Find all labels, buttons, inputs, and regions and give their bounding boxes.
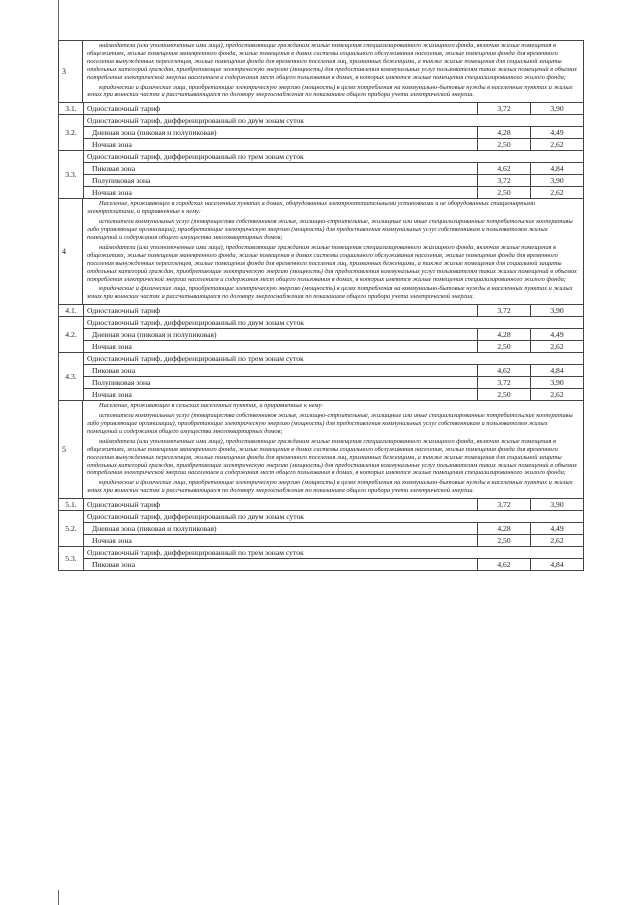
tariff-label: Дневная зона (пиковая и полупиковая) [92, 330, 217, 340]
tariff-group-body [84, 317, 583, 352]
tariff-header-label: Одноставочный тариф, дифференцированный по трем зонам суток [87, 152, 304, 162]
tariff-group [58, 150, 584, 198]
tariff-label: Пиковая зона [92, 164, 136, 174]
tariff-group [58, 102, 584, 114]
tariff-line [84, 162, 583, 174]
tariff-label: Пиковая зона [92, 366, 136, 376]
tariff-header-label: Одноставочный тариф, дифференцированный по трем зонам суток [87, 548, 304, 558]
consumer-paragraph: исполнители коммунальных услуг (товарищества собственников жилья, жилищно-строительные, жилищные или иные специализированные потребительские кооперативы либо управляющие организации), приобретающие электрическую энергию (мощность) для предоставления коммунальных услуг собственникам и пользователям жилых помещений и содержания общего имущества многоквартирных домов; [87, 412, 573, 435]
tariff-group-body [84, 115, 583, 150]
tariff-value-first-half: 2,50 [477, 389, 530, 400]
tariff-label: Полупиковая зона [92, 378, 151, 388]
tariff-group-number: 4.2. [59, 317, 84, 352]
consumer-paragraph: Население, проживающее в городских населенных пунктах в домах, оборудованных электроотопительными установками и не оборудованных стационарными электроплитами, и приравненные к нему: [87, 200, 536, 216]
tariff-line [84, 340, 583, 352]
tariff-label: Ночная зона [92, 536, 132, 546]
tariff-label: Одноставочный тариф [87, 306, 161, 316]
tariff-header-label: Одноставочный тариф, дифференцированный по двум зонам суток [87, 116, 304, 126]
tariff-line [84, 174, 583, 186]
tariff-header-row [84, 317, 583, 328]
section-row [58, 198, 584, 304]
tariff-label: Ночная зона [92, 342, 132, 352]
tariff-group-body [84, 511, 583, 546]
tariff-value-second-half: 3,90 [530, 377, 583, 388]
tariff-value-second-half: 3,90 [530, 103, 583, 114]
tariff-table [58, 40, 584, 571]
tariff-value-first-half: 4,28 [477, 127, 530, 138]
tariff-value-second-half: 3,90 [530, 499, 583, 510]
tariff-value-second-half: 3,90 [530, 175, 583, 186]
tariff-header-label: Одноставочный тариф, дифференцированный по двум зонам суток [87, 512, 304, 522]
tariff-value-first-half: 3,72 [477, 377, 530, 388]
margin-rule-bottom [58, 890, 59, 905]
consumer-paragraph: наймодатели (или уполномоченные ими лица), предоставляющие гражданам жилые помещения специализированного жилищного фонда, включая жилые помещения в общежитиях, жилые помещения маневренного фонда, жилые помещения в домах системы социального обслуживания населения, жилые помещения фонда для временного поселения вынужденных переселенцев, жилые помещения фонда для временного поселения лиц, признанных беженцами, а также жилые помещения для социальной защиты отдельных категорий граждан, приобретающие электрическую энергию (мощность) для предоставления коммунальных услуг пользователям таких жилых помещений в объемах потребления электрической энергии населением и содержания мест общего пользования в домах, в которых имеются жилые помещения специализированного жилого фонда; [87, 243, 577, 283]
tariff-value-first-half: 2,50 [477, 187, 530, 198]
tariff-group [58, 316, 584, 352]
tariff-line [84, 522, 583, 534]
tariff-label: Ночная зона [92, 188, 132, 198]
tariff-group-body [84, 103, 583, 114]
tariff-value-second-half: 2,62 [530, 341, 583, 352]
tariff-line [84, 186, 583, 198]
tariff-value-second-half: 4,84 [530, 163, 583, 174]
tariff-value-second-half: 2,62 [530, 187, 583, 198]
tariff-line [84, 103, 583, 114]
tariff-group-number: 4.3. [59, 353, 84, 400]
tariff-value-second-half: 4,49 [530, 523, 583, 534]
tariff-line [84, 328, 583, 340]
tariff-value-first-half: 3,72 [477, 103, 530, 114]
tariff-line [84, 305, 583, 316]
tariff-value-first-half: 2,50 [477, 535, 530, 546]
section-row [58, 40, 584, 102]
tariff-value-first-half: 2,50 [477, 341, 530, 352]
tariff-group-number: 3.3. [59, 151, 84, 198]
tariff-label: Дневная зона (пиковая и полупиковая) [92, 128, 217, 138]
tariff-line [84, 388, 583, 400]
consumer-paragraph: Население, проживающее в сельских населенных пунктах, и приравненные к нему: [99, 402, 324, 410]
tariff-header-row [84, 547, 583, 558]
tariff-header-row [84, 511, 583, 522]
tariff-value-second-half: 2,62 [530, 389, 583, 400]
tariff-header-label: Одноставочный тариф, дифференцированный по трем зонам суток [87, 354, 304, 364]
tariff-group [58, 352, 584, 400]
tariff-group-number: 3.1. [59, 103, 84, 114]
section-row [58, 400, 584, 498]
tariff-group-number: 5.2. [59, 511, 84, 546]
tariff-group [58, 510, 584, 546]
tariff-value-first-half: 2,50 [477, 139, 530, 150]
tariff-group-number: 3.2. [59, 115, 84, 150]
tariff-value-first-half: 3,72 [477, 305, 530, 316]
tariff-value-second-half: 4,84 [530, 559, 583, 570]
section-description [83, 199, 583, 304]
tariff-value-second-half: 3,90 [530, 305, 583, 316]
tariff-line [84, 376, 583, 388]
consumer-paragraph: наймодатели (или уполномоченные ими лица), предоставляющие гражданам жилые помещения специализированного жилищного фонда, включая жилые помещения в общежитиях, жилые помещения маневренного фонда, жилые помещения в домах системы социального обслуживания населения, жилые помещения фонда для временного поселения вынужденных переселенцев, жилые помещения фонда для временного поселения лиц, признанных беженцами, а также жилые помещения для социальной защиты отдельных категорий граждан, приобретающие электрическую энергию (мощность) для предоставления коммунальных услуг пользователям таких жилых помещений в объемах потребления электрической энергии населением и содержания мест общего пользования в домах, в которых имеются жилые помещения специализированного жилого фонда; [87, 437, 577, 477]
tariff-value-first-half: 3,72 [477, 175, 530, 186]
tariff-value-first-half: 4,62 [477, 163, 530, 174]
tariff-line [84, 558, 583, 570]
section-number: 3 [59, 41, 83, 102]
tariff-line [84, 534, 583, 546]
section-number: 5 [59, 401, 83, 498]
section-description [83, 41, 583, 102]
consumer-paragraph: юридические и физические лица, приобретающие электрическую энергию (мощность) в целях потребления на коммунально-бытовые нужды в населенных пунктах и жилых зонах при воинских частях и рассчитывающиеся по договору энергоснабжения по показаниям общего прибора учета электрической энергии. [87, 479, 573, 495]
tariff-label: Дневная зона (пиковая и полупиковая) [92, 524, 217, 534]
tariff-value-second-half: 4,49 [530, 127, 583, 138]
section-number: 4 [59, 199, 83, 304]
section-description [83, 401, 583, 498]
tariff-value-second-half: 2,62 [530, 139, 583, 150]
tariff-value-second-half: 2,62 [530, 535, 583, 546]
tariff-value-first-half: 4,62 [477, 365, 530, 376]
tariff-label: Одноставочный тариф [87, 500, 161, 510]
tariff-group-body [84, 305, 583, 316]
margin-rule [58, 0, 59, 40]
tariff-group-number: 4.1. [59, 305, 84, 316]
tariff-value-second-half: 4,84 [530, 365, 583, 376]
tariff-value-first-half: 3,72 [477, 499, 530, 510]
tariff-group-number: 5.1. [59, 499, 84, 510]
tariff-line [84, 138, 583, 150]
tariff-label: Пиковая зона [92, 560, 136, 570]
tariff-header-row [84, 353, 583, 364]
tariff-label: Ночная зона [92, 140, 132, 150]
consumer-paragraph: юридические и физические лица, приобретающие электрическую энергию (мощность) в целях потребления на коммунально-бытовые нужды в населенных пунктах и жилых зонах при воинских частях и рассчитывающиеся по договору энергоснабжения по показаниям общего прибора учета электрической энергии. [87, 285, 573, 301]
tariff-value-second-half: 4,49 [530, 329, 583, 340]
consumer-paragraph: юридические и физические лица, приобретающие электрическую энергию (мощность) в целях потребления на коммунально-бытовые нужды в населенных пунктах и жилых зонах при воинских частях и рассчитывающиеся по договору энергоснабжения по показаниям общего прибора учета электрической энергии. [87, 83, 573, 99]
tariff-line [84, 364, 583, 376]
tariff-group-body [84, 547, 583, 570]
tariff-label: Одноставочный тариф [87, 104, 161, 114]
tariff-group-body [84, 151, 583, 198]
tariff-group [58, 304, 584, 316]
tariff-header-label: Одноставочный тариф, дифференцированный по двум зонам суток [87, 318, 304, 328]
tariff-line [84, 499, 583, 510]
tariff-group [58, 498, 584, 510]
tariff-value-first-half: 4,62 [477, 559, 530, 570]
consumer-paragraph: исполнители коммунальных услуг (товарищества собственников жилья, жилищно-строительные, жилищные или иные специализированные потребительские кооперативы либо управляющие организации), приобретающие электрическую энергию (мощность) для предоставления коммунальных услуг собственникам и пользователям жилых помещений и содержания общего имущества многоквартирных домов; [87, 218, 573, 241]
tariff-label: Ночная зона [92, 390, 132, 400]
tariff-group [58, 114, 584, 150]
tariff-group [58, 546, 584, 571]
tariff-header-row [84, 151, 583, 162]
consumer-paragraph: наймодатели (или уполномоченные ими лица), предоставляющие гражданам жилые помещения специализированного жилищного фонда, включая жилые помещения в общежитиях, жилые помещения маневренного фонда, жилые помещения в домах системы социального обслуживания населения, жилые помещения фонда для временного поселения вынужденных переселенцев, жилые помещения фонда для временного поселения лиц, признанных беженцами, а также жилые помещения для социальной защиты отдельных категорий граждан, приобретающие электрическую энергию (мощность) для предоставления коммунальных услуг пользователям таких жилых помещений в объемах потребления электрической энергии населением и содержания мест общего пользования в домах, в которых имеются жилые помещения специализированного жилого фонда; [87, 42, 577, 81]
tariff-line [84, 126, 583, 138]
tariff-value-first-half: 4,28 [477, 329, 530, 340]
tariff-group-body [84, 353, 583, 400]
tariff-group-body [84, 499, 583, 510]
tariff-group-number: 5.3. [59, 547, 84, 570]
tariff-label: Полупиковая зона [92, 176, 151, 186]
tariff-value-first-half: 4,28 [477, 523, 530, 534]
tariff-header-row [84, 115, 583, 126]
